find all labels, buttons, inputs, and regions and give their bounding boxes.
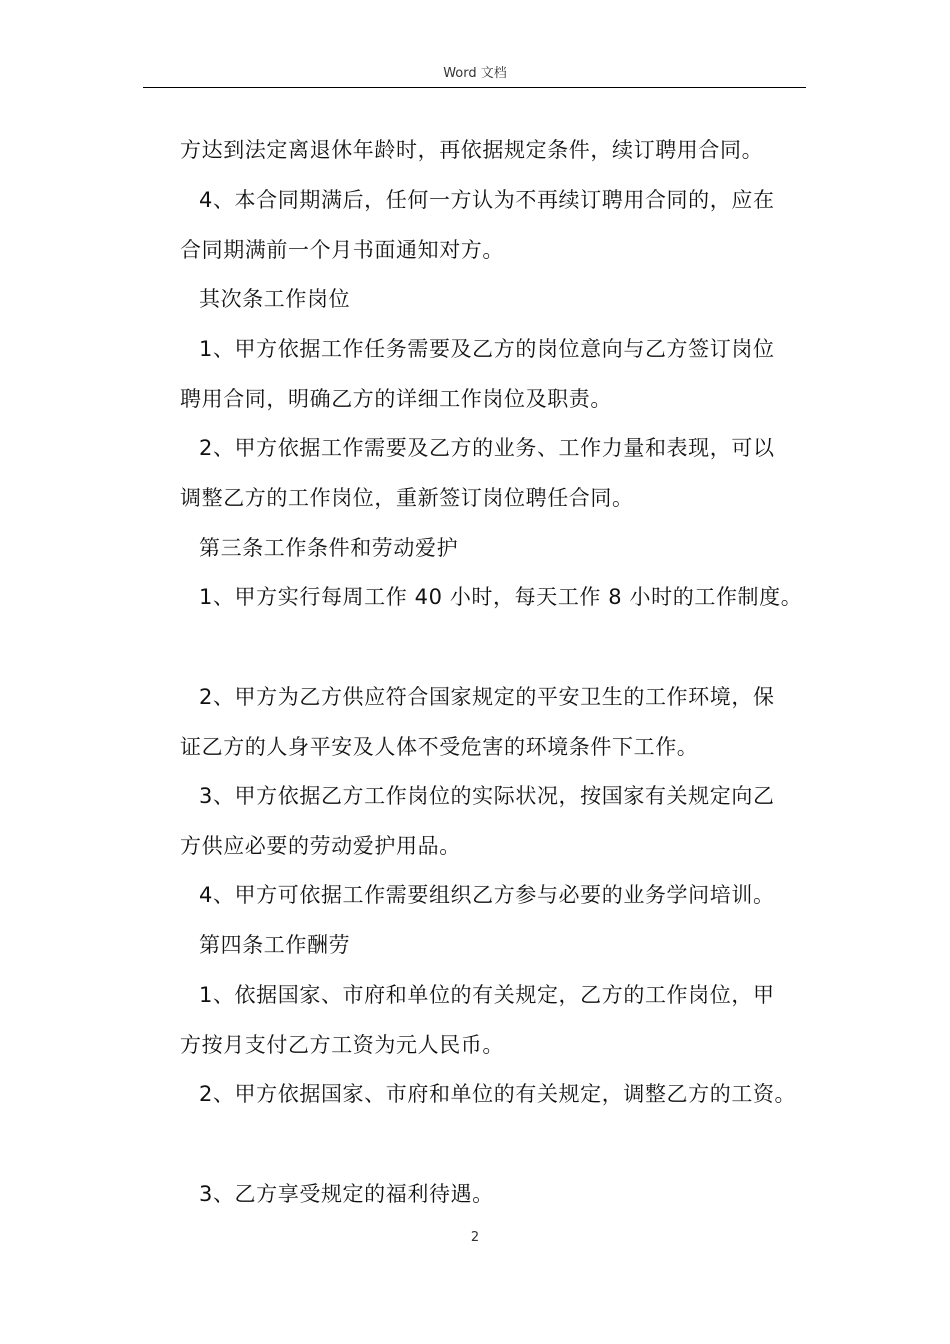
text-line: 1、甲方依据工作任务需要及乙方的岗位意向与乙方签订岗位 xyxy=(199,337,775,361)
text-line: 4、本合同期满后，任何一方认为不再续订聘用合同的，应在 xyxy=(199,188,775,212)
text-line: 1、甲方实行每周工作 40 小时，每天工作 8 小时的工作制度。 xyxy=(199,585,803,609)
section-heading: 其次条工作岗位 xyxy=(199,287,351,311)
text-line: 3、乙方享受规定的福利待遇。 xyxy=(199,1182,494,1206)
header-divider xyxy=(143,87,806,88)
page-header-title: Word 文档 xyxy=(443,66,507,81)
text-line: 合同期满前一个月书面通知对方。 xyxy=(180,238,504,262)
text-line: 4、甲方可依据工作需要组织乙方参与必要的业务学问培训。 xyxy=(199,883,775,907)
text-line: 方按月支付乙方工资为元人民币。 xyxy=(180,1033,504,1057)
text-line: 1、依据国家、市府和单位的有关规定，乙方的工作岗位，甲 xyxy=(199,983,775,1007)
text-line: 调整乙方的工作岗位，重新签订岗位聘任合同。 xyxy=(180,486,634,510)
text-line: 2、甲方依据工作需要及乙方的业务、工作力量和表现，可以 xyxy=(199,436,775,460)
text-line: 证乙方的人身平安及人体不受危害的环境条件下工作。 xyxy=(180,735,699,759)
text-line: 方供应必要的劳动爱护用品。 xyxy=(180,834,461,858)
section-heading: 第四条工作酬劳 xyxy=(199,933,351,957)
text-line: 2、甲方依据国家、市府和单位的有关规定，调整乙方的工资。 xyxy=(199,1082,797,1106)
page-number: 2 xyxy=(470,1230,480,1245)
text-line: 聘用合同，明确乙方的详细工作岗位及职责。 xyxy=(180,387,612,411)
text-line: 方达到法定离退休年龄时，再依据规定条件，续订聘用合同。 xyxy=(180,138,764,162)
text-line: 3、甲方依据乙方工作岗位的实际状况，按国家有关规定向乙 xyxy=(199,784,775,808)
section-heading: 第三条工作条件和劳动爱护 xyxy=(199,536,459,560)
text-line: 2、甲方为乙方供应符合国家规定的平安卫生的工作环境，保 xyxy=(199,685,775,709)
